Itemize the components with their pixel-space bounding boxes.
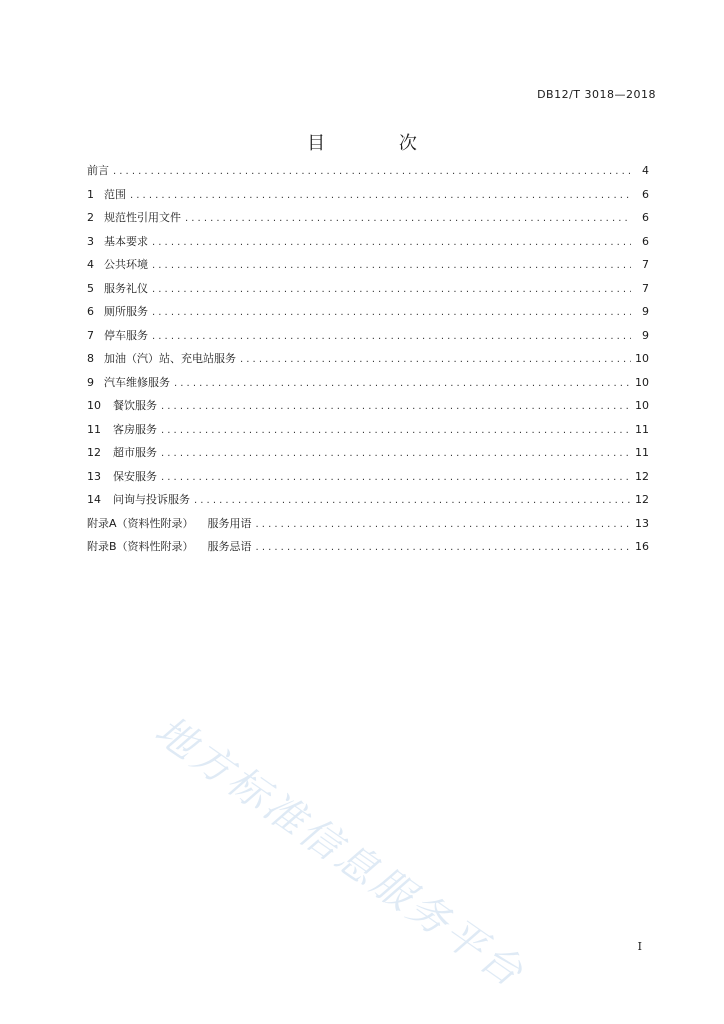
toc-entry-page: 10 <box>635 352 649 365</box>
toc-entry-supermarket-service[interactable] <box>87 441 649 465</box>
toc-entry-number: 7 <box>87 328 94 342</box>
toc-entry-page: 10 <box>635 399 649 412</box>
toc-entry-page: 9 <box>642 305 649 318</box>
toc-entry-label: 停车服务 <box>104 328 148 342</box>
toc-leader-dots <box>152 278 631 302</box>
appendix-title: 附录B（资料性附录） <box>87 540 194 553</box>
toc-entry-inquiry-complaint-service[interactable] <box>87 488 649 512</box>
toc-entry-fuel-charging-service[interactable] <box>87 347 649 371</box>
toc-entry-number: 8 <box>87 352 94 365</box>
toc-list <box>87 159 649 559</box>
appendix-subtitle: 服务忌语 <box>207 540 252 553</box>
toc-leader-dots <box>161 466 631 490</box>
toc-title: 目 次 <box>307 133 451 154</box>
toc-leader-dots <box>174 372 631 396</box>
toc-entry-appendix-a[interactable] <box>87 512 649 536</box>
toc-entry-catering-service[interactable] <box>87 394 649 418</box>
toc-entry-page: 6 <box>642 234 649 248</box>
toc-leader-dots <box>113 160 631 184</box>
toc-entry-page: 6 <box>642 211 649 224</box>
toc-entry-page: 4 <box>642 164 649 177</box>
toc-leader-dots <box>152 301 631 325</box>
toc-entry-label: 服务礼仪 <box>104 281 148 295</box>
toc-entry-page: 12 <box>635 469 649 483</box>
toc-entry-page: 6 <box>642 187 649 201</box>
toc-entry-service-etiquette[interactable] <box>87 277 649 301</box>
toc-entry-parking-service[interactable] <box>87 324 649 348</box>
toc-entry-number: 5 <box>87 281 94 295</box>
toc-leader-dots <box>256 513 631 537</box>
toc-entry-car-repair-service[interactable] <box>87 371 649 395</box>
toc-leader-dots <box>194 489 631 513</box>
toc-entry-label: 超市服务 <box>113 446 157 459</box>
toc-entry-number: 13 <box>87 469 101 483</box>
toc-entry-room-service[interactable] <box>87 418 649 442</box>
page-number: I <box>637 940 642 953</box>
toc-entry-normative-references[interactable] <box>87 206 649 230</box>
toc-entry-label: 公共环境 <box>104 258 148 271</box>
toc-entry-page: 9 <box>642 328 649 342</box>
toc-entry-page: 7 <box>642 281 649 295</box>
toc-entry-page: 11 <box>635 446 649 459</box>
appendix-title: 附录A（资料性附录） <box>87 516 194 530</box>
toc-entry-scope[interactable] <box>87 183 649 207</box>
toc-entry-toilet-service[interactable] <box>87 300 649 324</box>
toc-entry-security-service[interactable] <box>87 465 649 489</box>
toc-leader-dots <box>185 207 631 231</box>
toc-leader-dots <box>256 536 631 560</box>
toc-entry-label: 厕所服务 <box>104 305 148 318</box>
toc-entry-basic-requirements[interactable] <box>87 230 649 254</box>
toc-entry-number: 10 <box>87 399 101 412</box>
toc-entry-number: 9 <box>87 375 94 389</box>
toc-entry-page: 7 <box>642 258 649 271</box>
toc-entry-number: 2 <box>87 211 94 224</box>
toc-leader-dots <box>240 348 631 372</box>
toc-entry-number: 3 <box>87 234 94 248</box>
toc-entry-number: 14 <box>87 493 101 506</box>
toc-entry-label: 餐饮服务 <box>113 399 157 412</box>
toc-entry-number: 1 <box>87 187 94 201</box>
toc-entry-label: 加油（汽）站、充电站服务 <box>104 352 236 365</box>
toc-leader-dots <box>152 231 631 255</box>
toc-entry-label: 问询与投诉服务 <box>113 493 190 506</box>
toc-entry-page: 12 <box>635 493 649 506</box>
toc-entry-label <box>87 535 252 559</box>
appendix-subtitle: 服务用语 <box>207 516 252 530</box>
toc-leader-dots <box>161 395 631 419</box>
toc-leader-dots <box>130 184 631 208</box>
toc-entry-number: 4 <box>87 258 94 271</box>
toc-leader-dots <box>161 419 631 443</box>
toc-entry-number: 6 <box>87 305 94 318</box>
toc-leader-dots <box>161 442 631 466</box>
document-code: DB12/T 3018—2018 <box>537 88 656 101</box>
toc-entry-page: 11 <box>635 422 649 436</box>
toc-entry-label: 客房服务 <box>113 422 157 436</box>
toc-entry-label: 基本要求 <box>104 234 148 248</box>
toc-entry-number: 11 <box>87 422 101 436</box>
toc-leader-dots <box>152 254 631 278</box>
toc-entry-label: 范围 <box>104 187 126 201</box>
toc-entry-page: 10 <box>635 375 649 389</box>
toc-entry-appendix-b[interactable] <box>87 535 649 559</box>
toc-leader-dots <box>152 325 631 349</box>
toc-entry-foreword[interactable] <box>87 159 649 183</box>
toc-entry-number: 12 <box>87 446 101 459</box>
toc-entry-page: 13 <box>635 516 649 530</box>
toc-entry-public-environment[interactable] <box>87 253 649 277</box>
watermark-text: 地方标准信息服务平台 <box>146 707 534 998</box>
toc-entry-page: 16 <box>635 540 649 553</box>
toc-entry-label: 前言 <box>87 164 109 177</box>
toc-entry-label: 汽车维修服务 <box>104 375 170 389</box>
toc-entry-label <box>87 512 252 536</box>
toc-entry-label: 保安服务 <box>113 469 157 483</box>
toc-entry-label: 规范性引用文件 <box>104 211 181 224</box>
